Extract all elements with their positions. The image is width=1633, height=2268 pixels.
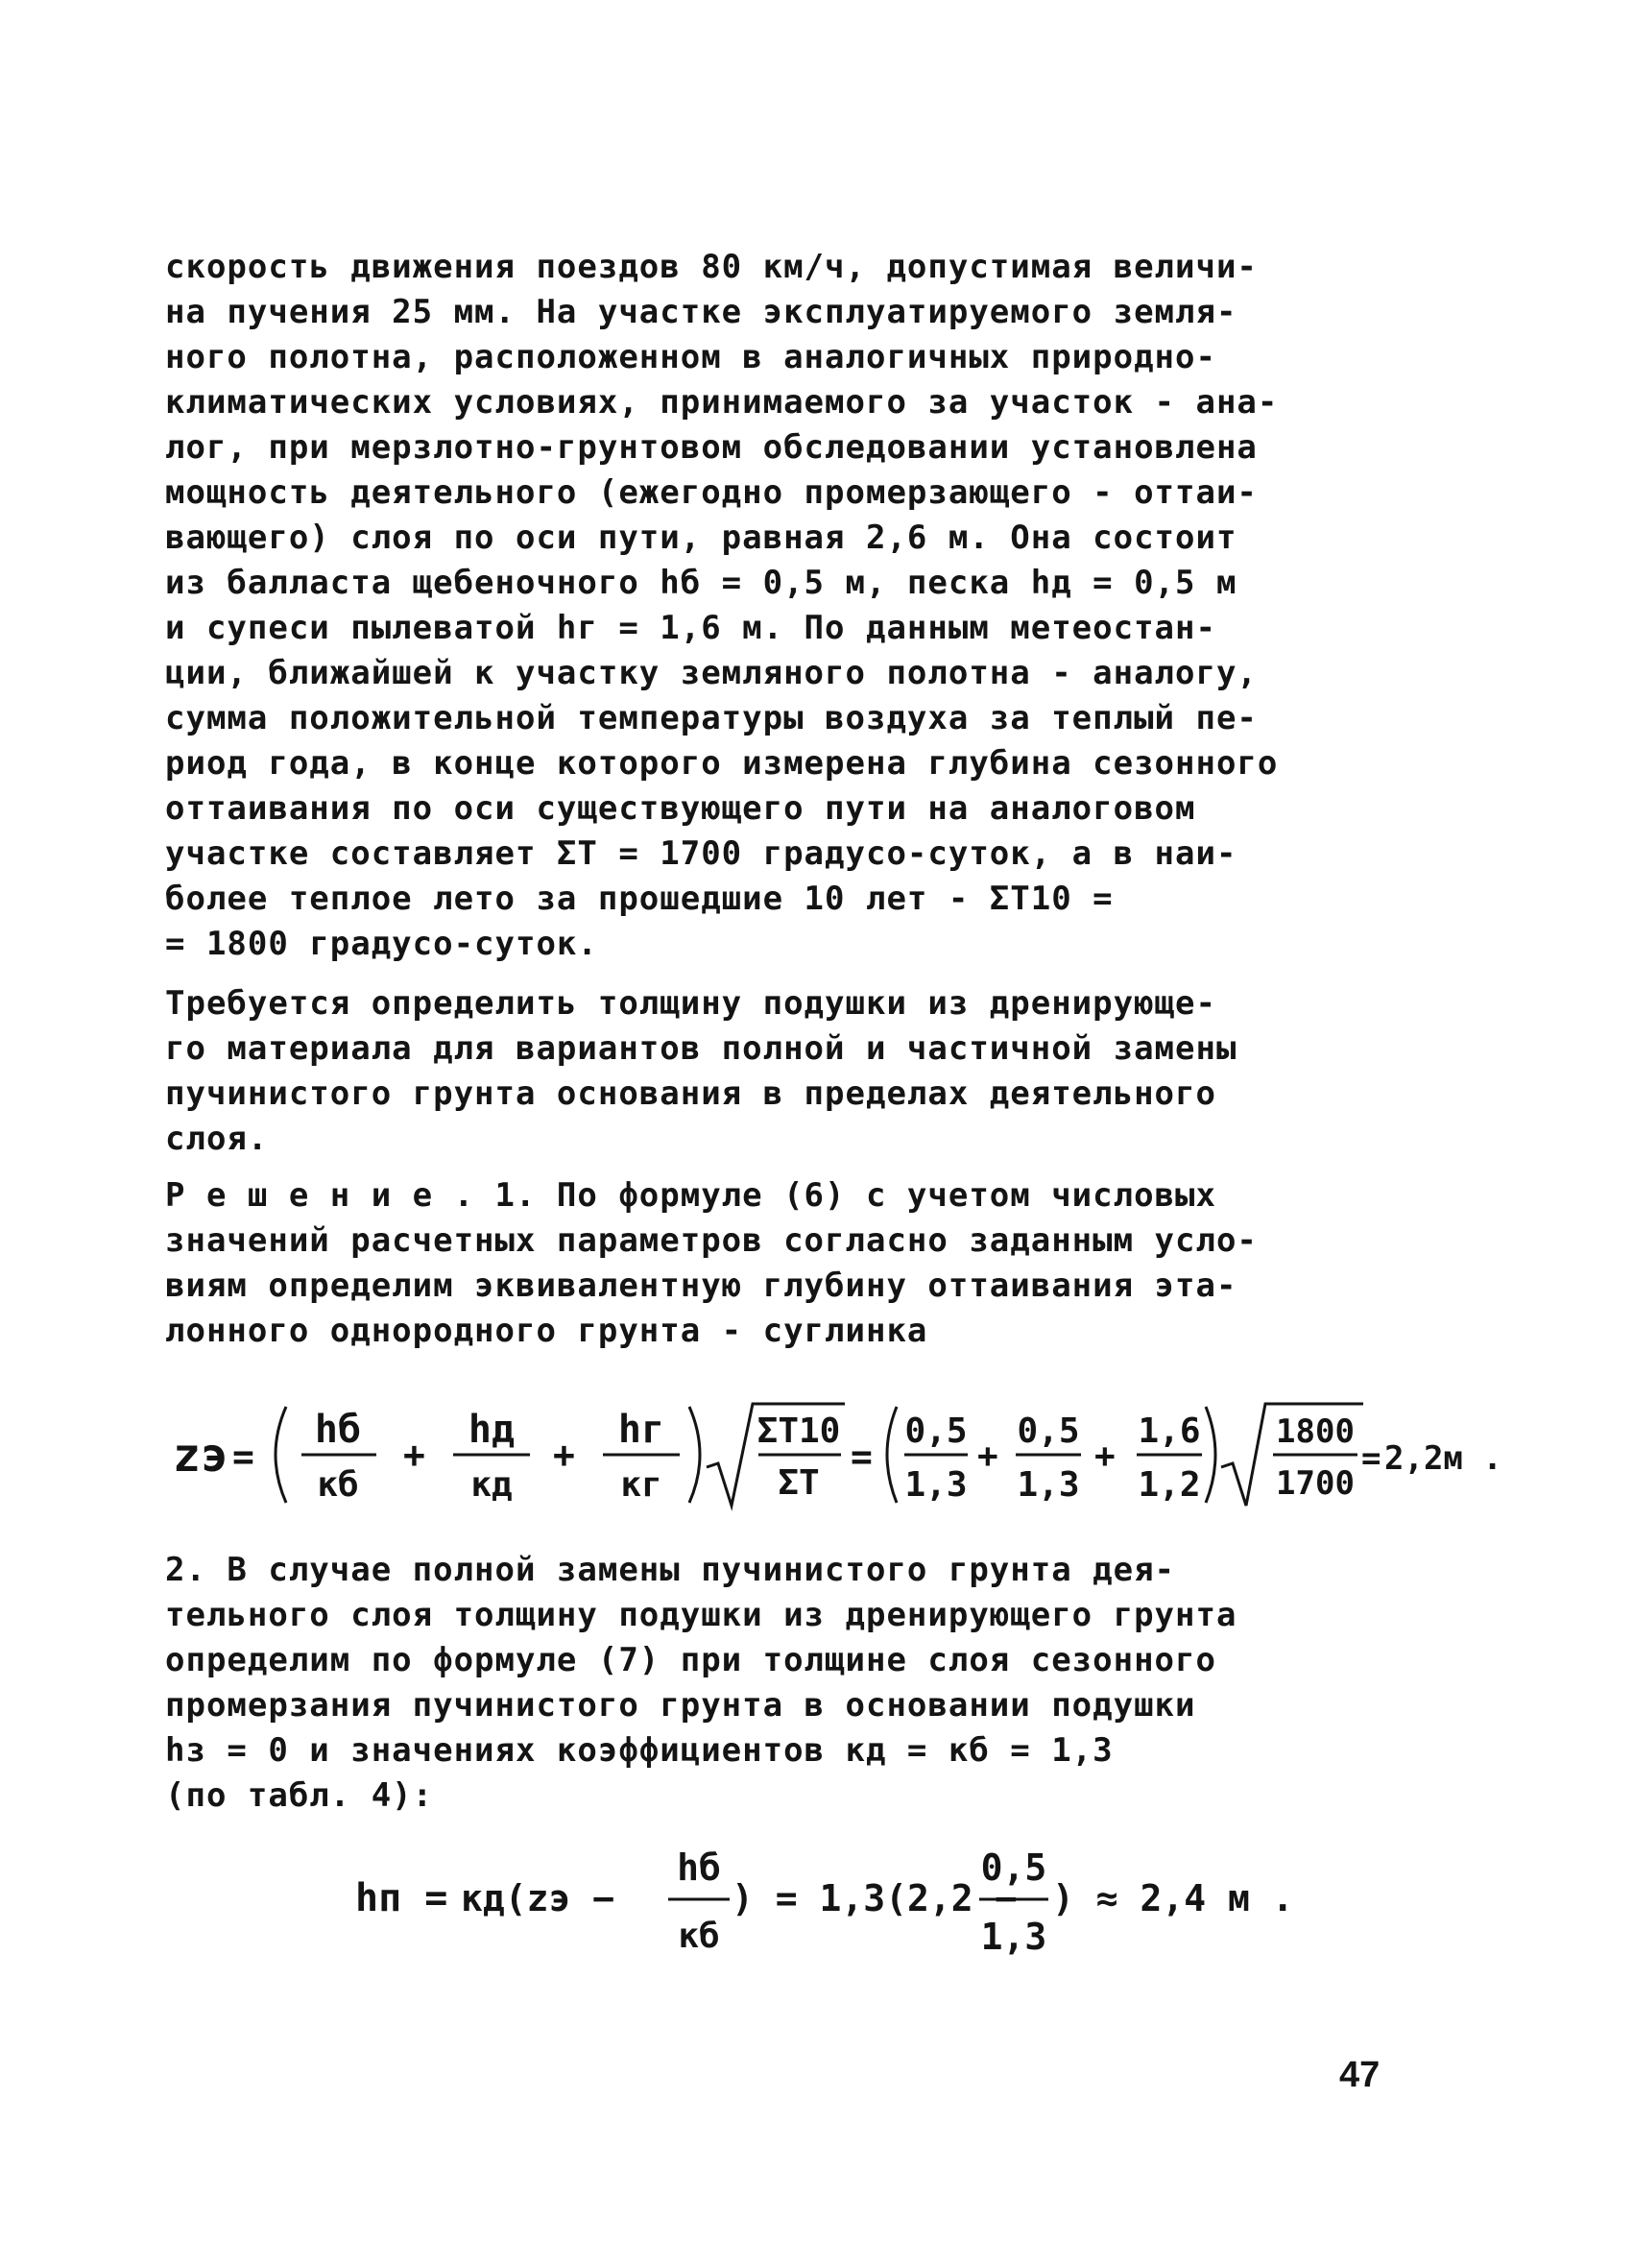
text-line: климатических условиях, принимаемого за участок - ана- (165, 383, 1279, 422)
value1-den: 1,3 (904, 1465, 968, 1505)
text-line: мощность деятельного (ежегодно промерзающего - оттаи- (165, 473, 1258, 512)
value3-num: 1,6 (1138, 1411, 1201, 1451)
page-number: 47 (1339, 2055, 1381, 2095)
text-line: Требуется определить толщину подушки из дренирующе- (165, 984, 1216, 1023)
text-line: виям определим эквивалентную глубину оттаивания эта- (165, 1267, 1237, 1305)
formula-equivalent-depth (173, 1383, 1502, 1527)
text-line: на пучения 25 мм. На участке эксплуатируемого земля- (165, 293, 1237, 331)
formula-cushion-thickness (355, 1834, 1315, 1968)
text-line: тельного слоя толщину подушки из дренирующего грунта (165, 1596, 1237, 1634)
value-root-den: 1700 (1276, 1464, 1355, 1503)
text-line: лонного однородного грунта - суглинка (165, 1312, 928, 1350)
root-num: ΣТ10 (756, 1411, 841, 1451)
text-line: hз = 0 и значениях коэффициентов кд = кб = 1,3 (165, 1731, 1114, 1770)
text-line: пучинистого грунта основания в пределах деятельного (165, 1074, 1216, 1113)
formula-result: 2,2м . (1384, 1439, 1502, 1478)
value-root-num: 1800 (1276, 1412, 1355, 1451)
text-line: 2. В случае полной замены пучинистого грунта дея- (165, 1551, 1176, 1589)
value2-num: 0,5 (1017, 1411, 1080, 1451)
plus-sign: + (403, 1434, 425, 1476)
formula-equals: = (851, 1436, 873, 1478)
text-line: из балласта щебеночного hб = 0,5 м, песка hд = 0,5 м (165, 564, 1237, 602)
frac1-num: hб (314, 1408, 362, 1452)
value1-num: 0,5 (904, 1411, 968, 1451)
frac1-den: кб (317, 1465, 359, 1505)
text-line: и супеси пылеватой hг = 1,6 м. По данным метеостан- (165, 609, 1216, 647)
paragraph-conditions (165, 245, 1442, 967)
text-line: ного полотна, расположенном в аналогичных природно- (165, 338, 1216, 376)
formula-1-svg (173, 1383, 1502, 1527)
text-line: сумма положительной температуры воздуха за теплый пе- (165, 699, 1258, 737)
formula-lhs: zэ (173, 1429, 228, 1483)
text-line: более теплое лето за прошедшие 10 лет - ΣТ10 = (165, 880, 1114, 918)
text-line: оттаивания по оси существующего пути на аналоговом (165, 789, 1196, 828)
text-line: промерзания пучинистого грунта в основании подушки (165, 1686, 1196, 1725)
text-line: ции, ближайшей к участку земляного полотна - аналогу, (165, 654, 1258, 692)
paren-left (887, 1407, 897, 1503)
frac2-den: кд (470, 1465, 513, 1505)
text-line: (по табл. 4): (165, 1776, 434, 1815)
formula2-frac-den: кб (678, 1917, 720, 1956)
paragraph-full-replacement (165, 1548, 1442, 1819)
text-line: скорость движения поездов 80 км/ч, допустимая величи- (165, 248, 1258, 286)
formula2-mid: ) = 1,3(2,2 − (732, 1877, 1018, 1919)
formula-equals: = (232, 1436, 254, 1478)
value2-den: 1,3 (1017, 1465, 1080, 1505)
frac2-num: hд (468, 1408, 516, 1452)
text-line: определим по формуле (7) при толщине слоя сезонного (165, 1641, 1216, 1679)
text-line: лог, при мерзлотно-грунтовом обследовании установлена (165, 428, 1258, 467)
paren-right (1206, 1407, 1215, 1503)
paragraph-task (165, 981, 1442, 1162)
frac3-num: hг (617, 1408, 665, 1452)
plus-sign: + (977, 1436, 998, 1476)
paren-right (689, 1407, 700, 1503)
paragraph-solution (165, 1173, 1442, 1354)
plus-sign: + (1094, 1436, 1116, 1476)
text-line: слоя. (165, 1120, 269, 1158)
formula2-lhs: hп = (355, 1876, 448, 1920)
text-line: вающего) слоя по оси пути, равная 2,6 м. Она состоит (165, 519, 1237, 557)
text-line: го материала для вариантов полной и частичной замены (165, 1029, 1237, 1068)
text-line: участке составляет ΣТ = 1700 градусо-суток, а в наи- (165, 834, 1237, 873)
text-line: значений расчетных параметров согласно заданным усло- (165, 1221, 1258, 1260)
formula-2-svg (355, 1834, 1315, 1968)
formula2-frac-num: hб (677, 1846, 721, 1889)
plus-sign: + (553, 1434, 575, 1476)
text-line: Р е ш е н и е . 1. По формуле (6) с учетом числовых (165, 1176, 1216, 1215)
formula2-value-den: 1,3 (980, 1916, 1047, 1958)
text-line: риод года, в конце которого измерена глубина сезонного (165, 744, 1279, 783)
text-line: = 1800 градусо-суток. (165, 925, 598, 963)
value3-den: 1,2 (1138, 1465, 1201, 1505)
formula-equals: = (1361, 1439, 1381, 1478)
formula2-value-num: 0,5 (980, 1846, 1047, 1889)
formula2-result: ) ≈ 2,4 м . (1052, 1877, 1294, 1919)
root-den: ΣТ (778, 1463, 820, 1503)
paren-left (276, 1407, 286, 1503)
formula2-kd-part: кд(zэ − (461, 1877, 615, 1919)
frac3-den: кг (620, 1465, 662, 1505)
